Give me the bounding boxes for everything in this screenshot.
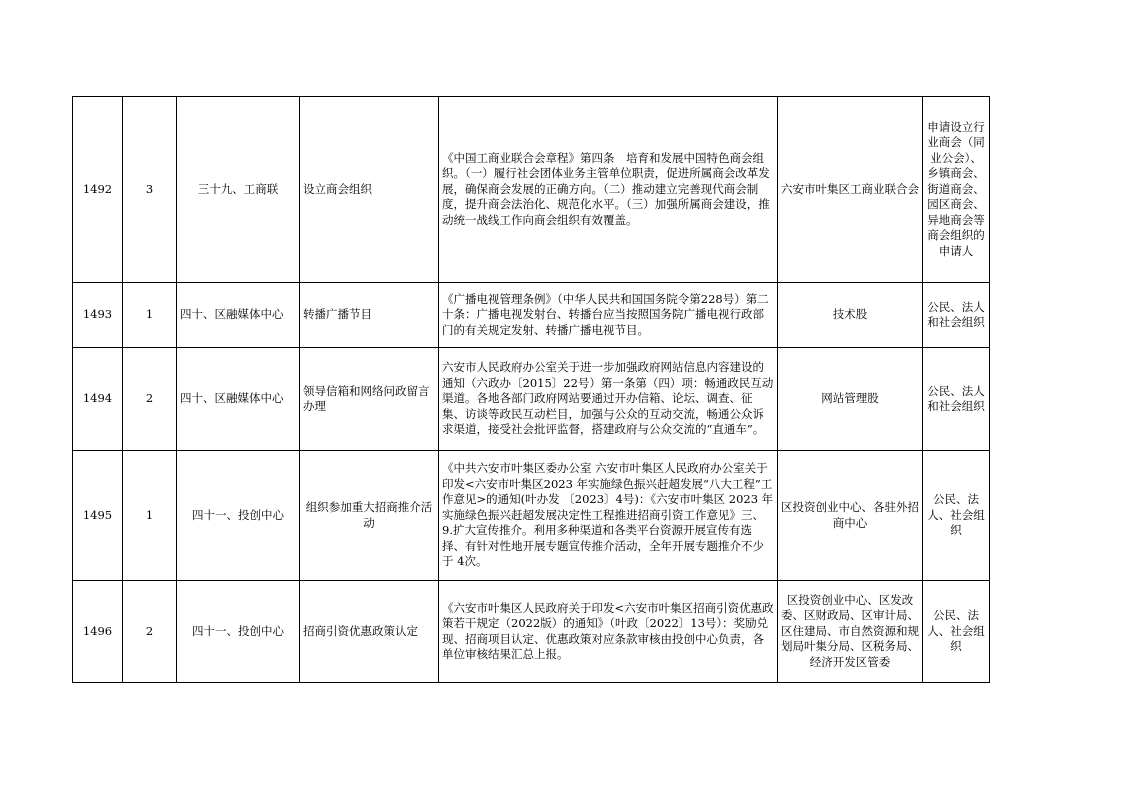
department-cell: 四十、区融媒体中心: [177, 283, 300, 348]
item-name-cell: 设立商会组织: [300, 97, 439, 283]
row-number: 1493: [73, 283, 123, 348]
sub-number: 2: [123, 348, 177, 451]
row-number: 1494: [73, 348, 123, 451]
responsible-unit-cell: 六安市叶集区工商业联合会: [778, 97, 923, 283]
service-object-cell: 申请设立行业商会（同业公会）、乡镇商会、街道商会、园区商会、异地商会等商会组织的申请人: [923, 97, 990, 283]
sub-number: 1: [123, 451, 177, 581]
row-number: 1495: [73, 451, 123, 581]
department-cell: 四十一、投创中心: [177, 581, 300, 683]
item-name-cell: 组织参加重大招商推介活动: [300, 451, 439, 581]
item-name-cell: 领导信箱和网络问政留言办理: [300, 348, 439, 451]
row-number: 1496: [73, 581, 123, 683]
department-cell: 四十、区融媒体中心: [177, 348, 300, 451]
sub-number: 1: [123, 283, 177, 348]
table-row: [73, 348, 990, 451]
table-row: [73, 283, 990, 348]
department-cell: 三十九、工商联: [177, 97, 300, 283]
legal-basis-cell: 《广播电视管理条例》（中华人民共和国国务院令第228号）第二十条：广播电视发射台、转播台应当按照国务院广播电视行政部门的有关规定发射、转播广播电视节目。: [439, 283, 778, 348]
department-cell: 四十一、投创中心: [177, 451, 300, 581]
service-object-cell: 公民、法人和社会组织: [923, 348, 990, 451]
sub-number: 3: [123, 97, 177, 283]
table-row: [73, 97, 990, 283]
legal-basis-cell: 六安市人民政府办公室关于进一步加强政府网站信息内容建设的通知（六政办〔2015〕22号）第一条第（四）项：畅通政民互动渠道。各地各部门政府网站要通过开办信箱、论坛、调查、征集、访谈等政民互动栏目，加强与公众的互动交流，畅通公众诉求渠道，接受社会批评监督，搭建政府与公众交流的“直通车”。: [439, 348, 778, 451]
item-name-cell: 招商引资优惠政策认定: [300, 581, 439, 683]
responsible-unit-cell: 技术股: [778, 283, 923, 348]
legal-basis-cell: 《中共六安市叶集区委办公室 六安市叶集区人民政府办公室关于印发<六安市叶集区2023 年实施绿色振兴赶超发展“八大工程”工作意见>的通知(叶办发 〔2023〕4号)：《六安市叶集区 2023 年实施绿色振兴赶超发展决定性工程推进招商引资工作意见》三、9.扩大宣传推介。利用多种渠道和各类平台资源开展宣传有选择、有针对性地开展专题宣传推介活动，全年开展专题推介不少于 4次。: [439, 451, 778, 581]
service-items-table: [72, 96, 990, 683]
service-object-cell: 公民、法人、社会组织: [923, 451, 990, 581]
legal-basis-cell: 《六安市叶集区人民政府关于印发<六安市叶集区招商引资优惠政策若干规定（2022版）的通知》（叶政〔2022〕13号）：奖励兑现、招商项目认定、优惠政策对应条款审核由投创中心负责，各单位审核结果汇总上报。: [439, 581, 778, 683]
responsible-unit-cell: 网站管理股: [778, 348, 923, 451]
legal-basis-cell: 《中国工商业联合会章程》第四条 培育和发展中国特色商会组织。（一）履行社会团体业务主管单位职责，促进所属商会改革发展，确保商会发展的正确方向。（二）推动建立完善现代商会制度，提升商会法治化、规范化水平。（三）加强所属商会建设，推动统一战线工作向商会组织有效覆盖。: [439, 97, 778, 283]
table-row: [73, 451, 990, 581]
service-object-cell: 公民、法人、社会组织: [923, 581, 990, 683]
responsible-unit-cell: 区投资创业中心、区发改委、区财政局、区审计局、区住建局、市自然资源和规划局叶集分局、区税务局、经济开发区管委: [778, 581, 923, 683]
row-number: 1492: [73, 97, 123, 283]
service-object-cell: 公民、法人和社会组织: [923, 283, 990, 348]
item-name-cell: 转播广播节目: [300, 283, 439, 348]
responsible-unit-cell: 区投资创业中心、各驻外招商中心: [778, 451, 923, 581]
table-row: [73, 581, 990, 683]
sub-number: 2: [123, 581, 177, 683]
